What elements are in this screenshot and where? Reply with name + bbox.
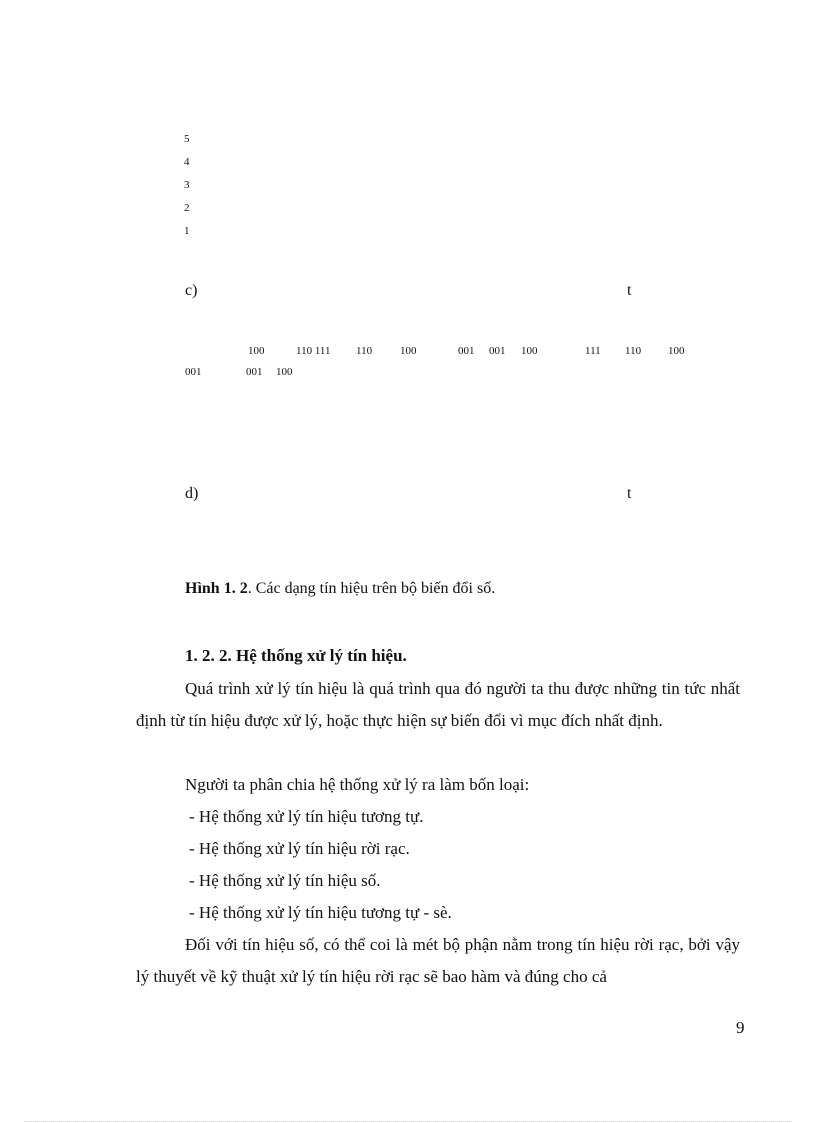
list-item: - Hệ thống xử lý tín hiệu tương tự.	[189, 807, 424, 826]
code-row2-item: 100	[276, 366, 293, 378]
code-row1-item: 100	[400, 345, 417, 357]
paragraph-2: Người ta phân chia hệ thống xử lý ra làm bốn loại:	[185, 775, 530, 794]
paragraph-3: Đối với tín hiệu số, có thể coi là mét bộ phận nằm trong tín hiệu rời rạc, bởi vậy lý thuyết về kỹ thuật xử lý tín hiệu rời rạc sẽ bao hàm và đúng cho cả	[136, 935, 740, 986]
list-item: - Hệ thống xử lý tín hiệu rời rạc.	[189, 839, 410, 858]
list-item: - Hệ thống xử lý tín hiệu số.	[189, 871, 381, 890]
panel-c-label: c)	[185, 282, 198, 299]
y-tick-2: 2	[184, 202, 190, 214]
code-row2-item: 001	[185, 366, 202, 378]
panel-d-label: d)	[185, 485, 199, 502]
panel-d-time-axis: t	[627, 485, 632, 502]
figure-caption-number: Hình 1. 2	[185, 580, 248, 597]
code-row1-item: 001	[489, 345, 506, 357]
code-row1-item: 110 111	[296, 345, 331, 357]
code-row1-item: 110	[356, 345, 373, 357]
figure-caption	[185, 580, 495, 598]
y-tick-4: 4	[184, 156, 190, 168]
y-tick-3: 3	[184, 179, 190, 191]
paragraph-1: Quá trình xử lý tín hiệu là quá trình qua đó người ta thu được những tin tức nhất định từ tín hiệu được xử lý, hoặc thực hiện sự biến đổi vì mục đích nhất định.	[136, 679, 740, 730]
code-row1-item: 100	[521, 345, 538, 357]
list-item: - Hệ thống xử lý tín hiệu tương tự - sè.	[189, 903, 452, 922]
page-bottom-divider	[24, 1121, 792, 1122]
code-row1-item: 001	[458, 345, 475, 357]
code-row1-item: 111	[585, 345, 601, 357]
figure-caption-text: . Các dạng tín hiệu trên bộ biến đổi số.	[247, 580, 496, 597]
code-row2-item: 001	[246, 366, 263, 378]
page-number: 9	[736, 1018, 745, 1037]
y-tick-5: 5	[184, 133, 190, 145]
code-row1-item: 110	[625, 345, 642, 357]
y-tick-1: 1	[184, 225, 190, 237]
section-heading: 1. 2. 2. Hệ thống xử lý tín hiệu.	[185, 646, 407, 665]
code-row1-item: 100	[668, 345, 685, 357]
code-row1-item: 100	[248, 345, 265, 357]
panel-c-time-axis: t	[627, 282, 632, 299]
